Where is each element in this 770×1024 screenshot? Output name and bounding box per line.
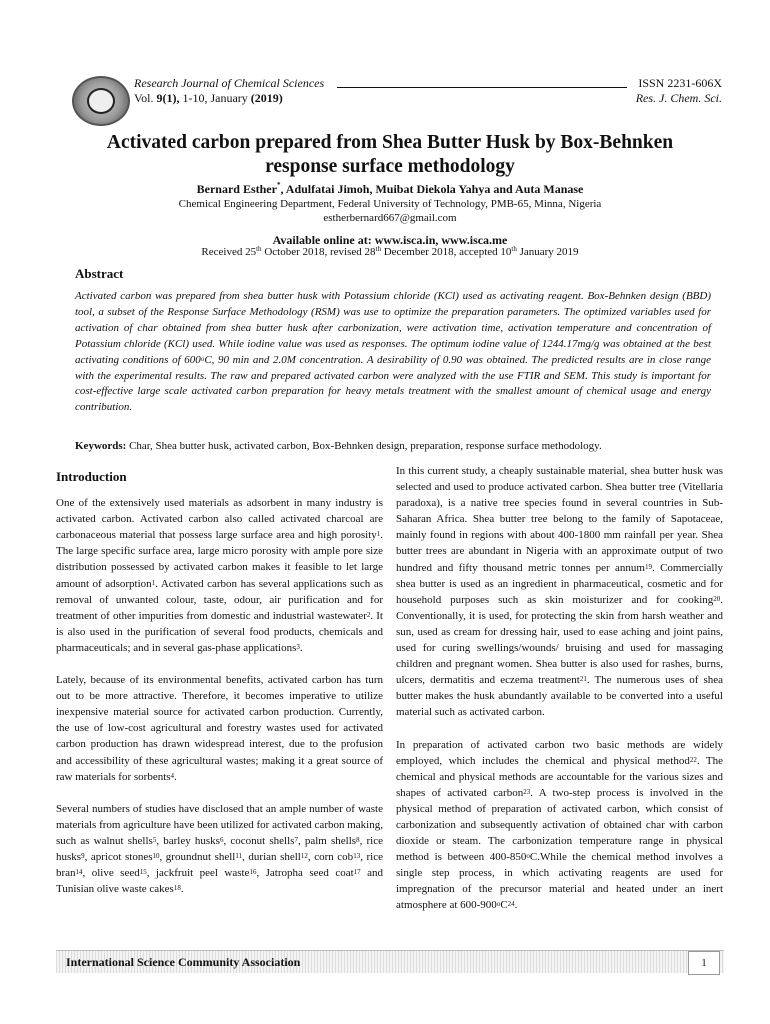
paper-title: Activated carbon prepared from Shea Butter Husk by Box-Behnken response surface methodology (106, 132, 674, 177)
header-left (134, 76, 324, 106)
left-column (56, 463, 383, 913)
abstract-text: Activated carbon was prepared from shea butter husk with Potassium chloride (KCl) used as activating reagent. Box-Behnken design (BBD) tool, a subset of the Response Surface Methodology (RSM) was use to optimize the preparation parameters. The optimized variables used for activation of char obtained from shea butter husk after carbonization, were activation time, activation temperature and concentration of Potassium chloride (KCl) used. While iodine value was used as responses. The optimum iodine value of 1244.17mg/g was obtained at the best activating conditions of 600$^o$C, 90 min and 2.0M concentration. A desirability of 0.90 was obtained. The predicted results are in close range with the experimental results. The raw and prepared activated carbon were analyzed with the use FTIR and SEM. This study is important for cost-effective large scale activated carbon preparation for heavy metals treatment with the smallest amount of chemical usage and energy contribution. (75, 290, 711, 414)
right-paragraph-1: In this current study, a cheaply sustainable material, shea butter husk was selected and used to produce activated carbon. Shea butter tree (Vitellaria paradoxa), is a native tree species found in several countries in Sub-Saharan Africa. Shea butter tree belong to the family of Sapotaceae, mainly found in regions with about 400-1800 mm rainfall per year. Shea butter trees are abundant in Nigeria with an approximate output of two hundred and fifty thousand metric tonnes per annum$^{19}$. Commercially shea butter is used as an ingredient in pharmaceutical, cosmetic and for household purposes such as skin moisturizer and for cooking$^{20}$. Conventionally, it is used, for protecting the skin from harsh weather and sun, used as cream for dressing hair, used to ease aching and joint pains, used for curing swellings/wounds/ bruising and used for massaging children and pregnant women. Shea butter is also used for rashes, burns, ulcers, dermatitis and eczema treatment$^{21}$. The numerous uses of shea butter makes the husk abundantly available to be converted into a useful material such as activated carbon. (396, 465, 724, 719)
intro-paragraph-1: One of the extensively used materials as adsorbent in many industry is activated carbon. Activated carbon also called activated charcoal are carbonaceous material that possess large surface area and high porosity$^1$. The large specific surface area, large micro porosity with ample pore size distribution possessed by activated carbon makes it feasible to let large amount of adsorption$^1$. Activated carbon has several applications such as removal of unwanted colour, taste, odour, air purification and for treatment of other impurities from domestic and industrial wastewater$^2$. It is also used in the purification of several food products, chemicals and pharmaceuticals; and in several gas-phase applications$^3$. (56, 497, 383, 654)
abstract-heading: Abstract (75, 266, 124, 281)
affiliation: Chemical Engineering Department, Federal University of Technology, PMB-65, Minna, Nigeria estherbernard667@gmail.com (60, 197, 720, 225)
author-list: Bernard Esther*, Adulfatai Jimoh, Muibat Diekola Yahya and Auta Manase (196, 181, 584, 196)
page-number: 1 (688, 951, 720, 975)
journal-abbrev: Res. J. Chem. Sci. (635, 91, 722, 105)
right-column (396, 463, 723, 930)
journal-header (72, 76, 722, 116)
header-rule (337, 87, 627, 88)
volume-line: Vol. 9(1), 1-10, January (2019) (134, 91, 283, 105)
intro-paragraph-3: Several numbers of studies have disclosed that an ample number of waste materials from agriculture have been utilized for activated carbon making, such as walnut shells$^5$, barley husks$^6$, coconut shells$^7$, palm shells$^8$, rice husks$^9$, apricot stones$^{10}$, groundnut shell$^{11}$, durian shell$^{12}$, corn cob$^{13}$, rice bran$^{14}$, olive seed$^{15}$, jackfruit peel waste$^{16}$, Jatropha seed coat$^{17}$ and Tunisian olive waste cakes$^{18}$. (56, 802, 383, 896)
right-paragraph-2: In preparation of activated carbon two basic methods are widely employed, which includes the chemical and physical method$^{22}$. The chemical and physical methods are accountable for the various sizes and shapes of activated carbon$^{23}$. A two-step process is involved in the physical method of preparation of activated carbon, which consist of carbonization and subsequently activation of obtained char with carbon dioxide or steam. The carbonization temperature range in physical method is between 400-850$^o$C.While the chemical method involves a single step process, in which activating reagents are used for impregnation of the precursor material and heated under an inert atmosphere at $600-900^oC^{24}$. (396, 738, 723, 912)
issn: ISSN 2231-606X (638, 76, 722, 90)
author-email[interactable]: estherbernard667@gmail.com (323, 212, 457, 224)
journal-name: Research Journal of Chemical Sciences (134, 76, 325, 90)
keywords: Keywords: Char, Shea butter husk, activated carbon, Box-Behnken design, preparation, response surface methodology. (75, 440, 602, 452)
available-online[interactable]: Available online at: www.isca.in, www.isca.me (272, 233, 508, 247)
footer-association: International Science Community Association (66, 955, 301, 969)
page-footer (56, 950, 724, 973)
header-right (636, 76, 722, 106)
received-dates: Received 25th October 2018, revised 28th December 2018, accepted 10th January 2019 (201, 245, 579, 258)
introduction-heading: Introduction (56, 469, 127, 484)
journal-logo (72, 76, 130, 126)
intro-paragraph-2: Lately, because of its environmental benefits, activated carbon has turn out to be more attractive. Therefore, it becomes imperative to utilize inexpensive material source for activated carbon production. Currently, the use of low-cost agricultural and forestry wastes used for activated carbon production has drawn widespread interest, due to the profusion and accessibility of these agricultural wastes; making it a great source of raw materials for sorbents$^4$. (56, 674, 383, 783)
